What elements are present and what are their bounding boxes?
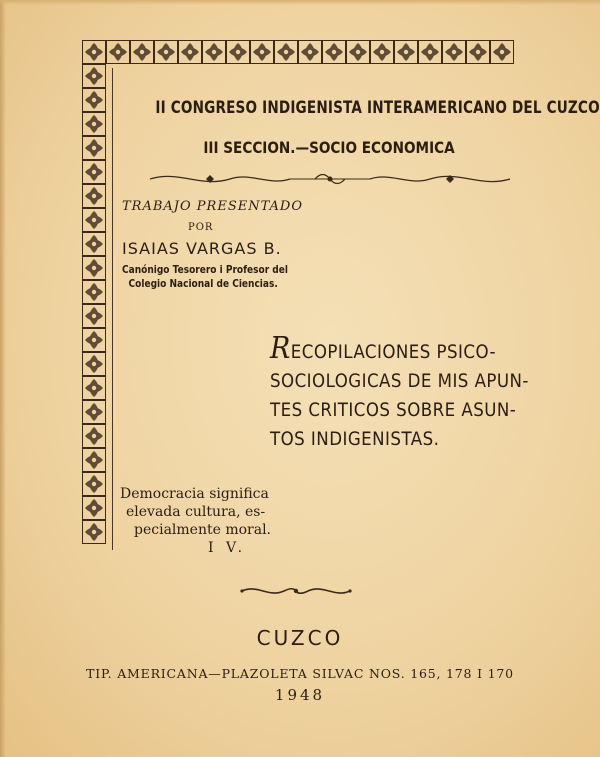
congress-title: II CONGRESO INDIGENISTA INTERAMERICANO DEL CUZCO: [155, 98, 600, 118]
border-tile: [83, 137, 106, 160]
header-block: [112, 98, 600, 157]
border-tile: [83, 89, 106, 112]
border-tile: [299, 41, 322, 64]
publication-city: CUZCO: [256, 626, 344, 650]
border-tile: [83, 209, 106, 232]
epigraph: [120, 485, 271, 557]
border-tile: [83, 281, 106, 304]
border-tile: [323, 41, 346, 64]
paper-edge-top: [0, 0, 600, 5]
border-tile: [107, 41, 130, 64]
border-tile: [83, 257, 106, 280]
border-tile: [467, 41, 490, 64]
border-tile: [83, 329, 106, 352]
epigraph-line3: pecialmente moral.: [134, 522, 271, 538]
border-tile: [83, 185, 106, 208]
ornamental-border-left-icon: [82, 40, 106, 550]
title-line-2: SOCIOLOGICAS DE MIS APUN-: [270, 371, 529, 392]
border-tile: [83, 113, 106, 136]
decorative-flourish-icon: [238, 582, 354, 600]
decorative-separator-icon: [140, 168, 520, 190]
title-line-4: TOS INDIGENISTAS.: [270, 429, 440, 450]
border-tile: [179, 41, 202, 64]
title-line-1: ECOPILACIONES PSICO-: [290, 342, 496, 363]
border-tile: [443, 41, 466, 64]
border-tile: [203, 41, 226, 64]
border-tile: [131, 41, 154, 64]
border-tile: [83, 473, 106, 496]
border-tile: [251, 41, 274, 64]
epigraph-line2: elevada cultura, es-: [126, 504, 266, 520]
border-tile: [83, 161, 106, 184]
author-name: ISAIAS VARGAS B.: [122, 239, 282, 258]
border-tile: [83, 425, 106, 448]
author-position: [122, 263, 288, 291]
presented-label: TRABAJO PRESENTADO: [122, 199, 304, 214]
book-title: [270, 331, 540, 454]
border-tile: [227, 41, 250, 64]
border-tile: [83, 305, 106, 328]
printer-address: TIP. AMERICANA—PLAZOLETA SILVAC NOS. 165, 178 I 170: [86, 666, 514, 681]
border-tile: [83, 377, 106, 400]
section-subtitle: III SECCION.—SOCIO ECONOMICA: [203, 138, 455, 157]
author-position-line1: Canónigo Tesorero i Profesor del: [122, 263, 288, 276]
border-tile: [491, 41, 514, 64]
title-initial-letter: R: [270, 331, 291, 366]
publication-year: 1948: [274, 686, 326, 704]
author-position-line2: Colegio Nacional de Ciencias.: [128, 277, 278, 290]
border-tile: [347, 41, 370, 64]
title-line-3: TES CRITICOS SOBRE ASUN-: [270, 400, 517, 421]
by-label: POR: [188, 222, 214, 233]
border-tile: [395, 41, 418, 64]
border-tile: [155, 41, 178, 64]
border-tile: [83, 233, 106, 256]
border-tile: [275, 41, 298, 64]
ornamental-border-top-icon: [82, 40, 524, 64]
border-tile: [371, 41, 394, 64]
border-tile: [83, 449, 106, 472]
epigraph-line1: Democracia significa: [120, 486, 269, 502]
border-tile: [83, 401, 106, 424]
border-tile: [83, 353, 106, 376]
border-tile: [83, 65, 106, 88]
border-tile: [83, 521, 106, 544]
border-tile: [419, 41, 442, 64]
border-tile: [83, 497, 106, 520]
epigraph-signature: I V.: [208, 540, 247, 556]
